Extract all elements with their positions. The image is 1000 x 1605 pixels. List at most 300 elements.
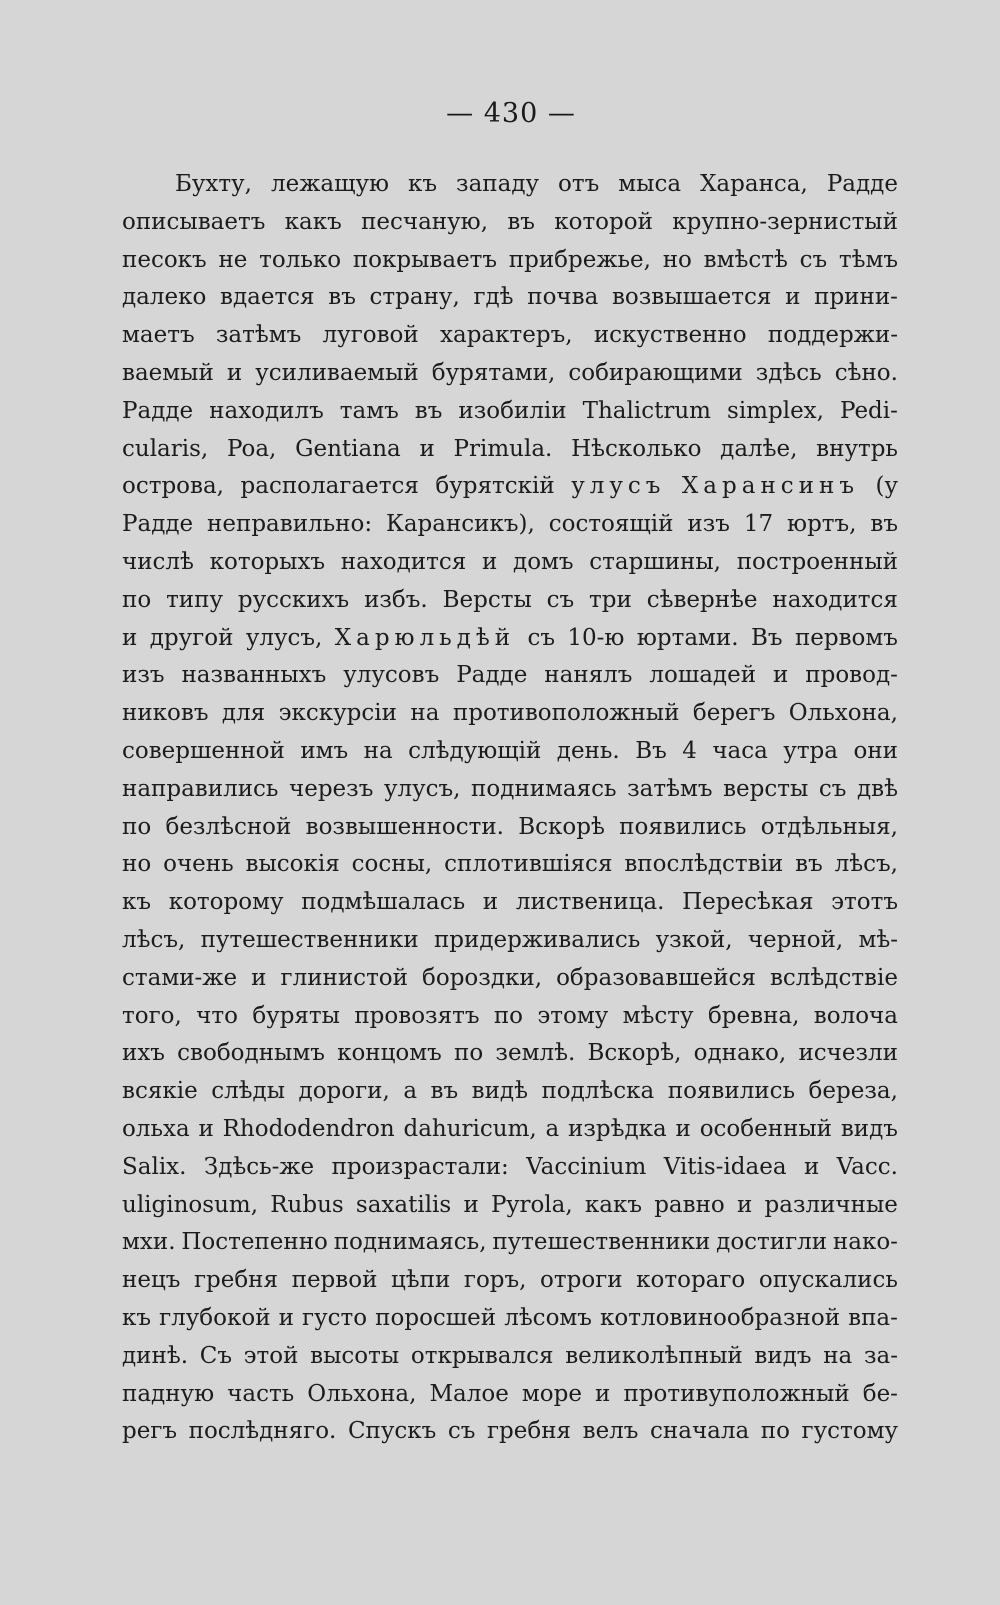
word: собирающими — [568, 359, 743, 386]
text-line — [122, 771, 898, 809]
word: Primula. — [453, 435, 553, 462]
word: Vacc. — [836, 1153, 898, 1180]
word: волоча — [813, 1002, 898, 1029]
word: береза, — [808, 1078, 898, 1105]
word: Poa, — [226, 435, 277, 462]
word: названныхъ — [181, 662, 327, 689]
word: внутрь — [816, 435, 898, 462]
word: и — [419, 435, 435, 462]
word: и — [785, 284, 801, 311]
word: нако- — [832, 1229, 898, 1256]
word: которой — [554, 208, 653, 235]
word: Пересѣкая — [682, 889, 814, 916]
word: этому — [537, 1002, 609, 1029]
word: первомъ — [794, 624, 898, 651]
word: типу — [166, 586, 223, 613]
word: находилъ — [209, 397, 324, 424]
word: Радде — [826, 171, 898, 197]
word: концомъ — [337, 1040, 442, 1067]
word: часть — [227, 1380, 295, 1407]
word: улусъ, — [383, 775, 461, 802]
word: и — [278, 1304, 294, 1331]
word: за- — [863, 1342, 898, 1369]
word: Thalictrum — [582, 397, 711, 424]
text-line — [122, 1073, 898, 1111]
word: въ — [795, 851, 823, 878]
word: къ — [122, 889, 152, 916]
word: этой — [243, 1342, 299, 1369]
text-line — [122, 582, 898, 620]
word: великолѣпный — [565, 1342, 743, 1369]
word: экскурсiи — [278, 700, 397, 727]
word: и — [772, 662, 789, 689]
text-line — [122, 733, 898, 771]
word: и — [198, 1115, 214, 1142]
word: затѣмъ — [627, 775, 713, 802]
word: Vaccinium — [526, 1153, 647, 1180]
word: лѣсомъ — [504, 1304, 592, 1331]
word: почва — [527, 284, 599, 311]
word: изрѣдка — [568, 1115, 667, 1142]
word: исчезли — [798, 1040, 898, 1067]
word: искуственно — [593, 322, 747, 349]
word: лошадей — [649, 662, 757, 689]
text-line — [122, 998, 898, 1036]
word: бревна, — [707, 1002, 800, 1029]
word: прибрежье, — [508, 246, 651, 273]
word: Ольхона, — [307, 1380, 417, 1407]
word: Rhododendron — [222, 1115, 395, 1142]
text-line — [122, 393, 898, 431]
word: землѣ. — [495, 1040, 576, 1067]
word: въ — [328, 284, 356, 311]
word: путешественники — [492, 1229, 711, 1256]
body-text — [122, 166, 898, 1451]
word: лѣсъ, — [834, 851, 898, 878]
word: улусъ, — [245, 624, 323, 651]
word: Радде — [122, 511, 194, 538]
text-line — [122, 884, 898, 922]
word: затѣмъ — [215, 322, 302, 349]
word: крупно-зернистый — [672, 208, 898, 235]
word: Pyrola, — [490, 1191, 573, 1218]
word: регъ — [122, 1418, 178, 1445]
word: что — [196, 1002, 238, 1029]
word: не — [218, 246, 248, 273]
word: того, — [122, 1002, 182, 1029]
word: противуположный — [623, 1380, 850, 1407]
text-line — [122, 166, 898, 204]
word: послѣдняго. — [188, 1418, 337, 1445]
text-line — [122, 960, 898, 998]
word: на — [410, 700, 440, 727]
word: съ — [447, 1418, 476, 1445]
word: высокiя — [245, 851, 340, 878]
word: вслѣдствiе — [769, 964, 898, 991]
word: для — [221, 700, 266, 727]
word: saxatilis — [355, 1191, 452, 1218]
word: версты — [723, 775, 809, 802]
word: избъ. — [364, 586, 428, 613]
word: сплотившiяся — [444, 851, 613, 878]
word: сначала — [650, 1418, 750, 1445]
word: русскихъ — [237, 586, 350, 613]
word: Въ — [635, 737, 667, 764]
word: Харюльдѣй — [334, 624, 516, 651]
word: Радде — [456, 662, 528, 689]
word: лиственица. — [515, 889, 665, 916]
text-line — [122, 279, 898, 317]
word: придерживались — [433, 926, 641, 953]
word: Vitis-idaea — [663, 1153, 787, 1180]
text-line — [122, 1300, 898, 1338]
word: сосны, — [351, 851, 433, 878]
word: Харанса, — [700, 171, 808, 197]
word: часа — [712, 737, 768, 764]
word: и — [481, 548, 498, 575]
word: образовавшейся — [556, 964, 756, 991]
word: какъ — [584, 1191, 642, 1218]
word: впа- — [848, 1304, 898, 1331]
word: видъ — [840, 1115, 898, 1142]
word: съ — [527, 624, 555, 651]
word: 4 — [682, 737, 697, 764]
word: имъ — [300, 737, 349, 764]
word: опускались — [758, 1267, 898, 1294]
word: очень — [163, 851, 234, 878]
word: дороги, — [298, 1078, 390, 1105]
word: слѣды — [211, 1078, 286, 1105]
word: совершенной — [122, 737, 285, 764]
word: черезъ — [289, 775, 374, 802]
text-line — [122, 431, 898, 469]
word: далѣе, — [720, 435, 798, 462]
word: тѣмъ — [838, 246, 898, 273]
word: которому — [168, 889, 284, 916]
word: а — [545, 1115, 560, 1142]
text-line — [122, 242, 898, 280]
text-line — [122, 846, 898, 884]
word: море — [521, 1380, 582, 1407]
word: къ — [408, 171, 438, 197]
word: располагается — [240, 473, 419, 500]
text-line — [122, 695, 898, 733]
word: далеко — [122, 284, 207, 311]
word: и — [226, 359, 243, 386]
word: Вскорѣ, — [587, 1040, 682, 1067]
text-line — [122, 1262, 898, 1300]
word: (у — [875, 473, 898, 500]
word: мыса — [618, 171, 682, 197]
word: старшины, — [589, 548, 721, 575]
word: изъ — [122, 662, 165, 689]
word: глинистой — [280, 964, 408, 991]
word: появились — [667, 1078, 796, 1105]
word: буряты — [252, 1002, 340, 1029]
word: Версты — [442, 586, 532, 613]
text-line — [122, 317, 898, 355]
word: бе- — [862, 1380, 898, 1407]
word: узкой, — [655, 926, 733, 953]
word: глубокой — [159, 1304, 271, 1331]
word: cularis, — [122, 435, 209, 462]
word: страну, — [369, 284, 460, 311]
word: ихъ — [122, 1040, 165, 1067]
text-line — [122, 355, 898, 393]
word: впослѣдствiи — [624, 851, 784, 878]
text-line — [122, 1035, 898, 1073]
word: гребня — [193, 1267, 279, 1294]
word: улусъ — [571, 473, 666, 500]
word: тамъ — [339, 397, 399, 424]
word: отъ — [558, 171, 600, 197]
word: Rubus — [270, 1191, 344, 1218]
word: всякiе — [122, 1078, 198, 1105]
text-line — [122, 468, 898, 506]
word: съ — [818, 775, 847, 802]
word: слѣдующiй — [408, 737, 542, 764]
word: они — [853, 737, 898, 764]
word: Съ — [199, 1342, 232, 1369]
word: и — [675, 1115, 691, 1142]
word: направились — [122, 775, 279, 802]
word: сѣвернѣе — [646, 586, 758, 613]
text-line — [122, 1111, 898, 1149]
text-line — [122, 1338, 898, 1376]
word: отроги — [540, 1267, 623, 1294]
word: особенный — [699, 1115, 833, 1142]
word: гребня — [486, 1418, 572, 1445]
word: видѣ — [471, 1078, 528, 1105]
word: день. — [556, 737, 620, 764]
text-line — [122, 1376, 898, 1414]
word: изъ — [687, 511, 730, 538]
word: лѣсъ, — [122, 926, 186, 953]
page-number: — 430 — — [446, 98, 576, 129]
text-line — [122, 544, 898, 582]
word: вдается — [220, 284, 315, 311]
word: поросшей — [375, 1304, 497, 1331]
word: мѣсту — [622, 1002, 694, 1029]
word: Малое — [429, 1380, 509, 1407]
word: сѣно. — [834, 359, 898, 386]
word: и — [251, 964, 267, 991]
word: прини- — [814, 284, 898, 311]
word: 10-ю — [567, 624, 625, 651]
text-line — [122, 657, 898, 695]
word: провод- — [805, 662, 898, 689]
word: въ — [507, 208, 535, 235]
word: къ — [122, 1304, 152, 1331]
word: лежащую — [270, 171, 390, 197]
word: стами-же — [122, 964, 238, 991]
word: неправильно: — [207, 511, 373, 538]
word: и — [595, 1380, 611, 1407]
word: которыхъ — [209, 548, 326, 575]
word: мхи. — [122, 1229, 176, 1256]
word: три — [589, 586, 632, 613]
word: другой — [149, 624, 234, 651]
word: берегъ — [692, 700, 776, 727]
word: по — [454, 1040, 484, 1067]
word: подмѣшалась — [301, 889, 466, 916]
word: котораго — [636, 1267, 746, 1294]
word: острова, — [122, 473, 224, 500]
word: 17 — [743, 511, 774, 538]
word: нанялъ — [544, 662, 633, 689]
word: отдѣльныя, — [760, 813, 898, 840]
word: а — [403, 1078, 418, 1105]
word: домъ — [513, 548, 574, 575]
word: Вскорѣ — [518, 813, 605, 840]
word: юртъ, — [787, 511, 857, 538]
word: по — [122, 813, 152, 840]
word: по — [760, 1418, 790, 1445]
word: юртами. — [636, 624, 739, 651]
word: Радде — [122, 397, 194, 424]
word: луговой — [322, 322, 419, 349]
word: достигли — [716, 1229, 828, 1256]
word: состоящiй — [548, 511, 674, 538]
word: свободнымъ — [177, 1040, 325, 1067]
word: Постепенно — [181, 1229, 328, 1256]
word: на — [823, 1342, 853, 1369]
word: густому — [801, 1418, 898, 1445]
word: безлѣсной — [165, 813, 292, 840]
word: Харансинъ — [681, 473, 859, 500]
word: двѣ — [856, 775, 898, 802]
word: гдѣ — [473, 284, 514, 311]
word: велъ — [582, 1418, 639, 1445]
word: покрываетъ — [352, 246, 498, 273]
word: провозятъ — [354, 1002, 480, 1029]
text-line — [122, 1149, 898, 1187]
word: никовъ — [122, 700, 209, 727]
word: uliginosum, — [122, 1191, 259, 1218]
word: Нѣсколько — [571, 435, 702, 462]
word: съ — [546, 586, 575, 613]
word: и — [122, 624, 138, 651]
word: Бухту, — [175, 171, 252, 197]
word: Въ — [750, 624, 783, 651]
word: но — [662, 246, 692, 273]
word: бороздки, — [422, 964, 543, 991]
word: Salix. — [122, 1153, 187, 1180]
word: здѣсь — [755, 359, 822, 386]
word: котловинообразной — [600, 1304, 841, 1331]
text-line — [122, 1224, 898, 1262]
word: видъ — [754, 1342, 812, 1369]
word: какъ — [284, 208, 342, 235]
word: возвышается — [611, 284, 772, 311]
text-line — [122, 1413, 898, 1451]
word: ваемый — [122, 359, 214, 386]
word: Карансикъ), — [386, 511, 535, 538]
word: поддержи- — [767, 322, 898, 349]
word: поднимаясь, — [333, 1229, 487, 1256]
text-line — [122, 620, 898, 658]
word: и — [482, 889, 499, 916]
word: первой — [291, 1267, 378, 1294]
word: Pedi- — [840, 397, 898, 424]
word: и — [803, 1153, 820, 1180]
word: горъ, — [463, 1267, 527, 1294]
word: построенный — [736, 548, 898, 575]
word: черной, — [747, 926, 844, 953]
text-line — [122, 922, 898, 960]
text-line — [122, 1187, 898, 1225]
text-line — [122, 506, 898, 544]
word: этотъ — [831, 889, 898, 916]
word: песокъ — [122, 246, 207, 273]
word: падную — [122, 1380, 215, 1407]
word: и — [463, 1191, 479, 1218]
word: густо — [302, 1304, 368, 1331]
word: высоты — [310, 1342, 400, 1369]
word: Здѣсь-же — [203, 1153, 315, 1180]
word: описываетъ — [122, 208, 266, 235]
word: бурятами, — [431, 359, 556, 386]
text-line — [122, 204, 898, 242]
word: подлѣска — [541, 1078, 655, 1105]
word: ольха — [122, 1115, 190, 1142]
word: улусовъ — [343, 662, 440, 689]
word: въ — [414, 397, 443, 424]
word: по — [122, 586, 152, 613]
word: противоположный — [452, 700, 680, 727]
word: утра — [783, 737, 838, 764]
word: характеръ, — [440, 322, 573, 349]
word: по — [493, 1002, 524, 1029]
word: изобилiи — [458, 397, 567, 424]
word: возвышенности. — [305, 813, 504, 840]
word: равно — [654, 1191, 725, 1218]
text-line — [122, 809, 898, 847]
word: появились — [619, 813, 747, 840]
word: открывался — [410, 1342, 554, 1369]
word: мѣ- — [858, 926, 898, 953]
word: цѣпи — [390, 1267, 451, 1294]
word: съ — [799, 246, 828, 273]
word: Gentiana — [295, 435, 401, 462]
word: динѣ. — [122, 1342, 189, 1369]
word: Ольхона, — [788, 700, 898, 727]
word: въ — [430, 1078, 459, 1105]
word: различные — [764, 1191, 898, 1218]
word: но — [122, 851, 152, 878]
word: только — [259, 246, 342, 273]
word: однако, — [693, 1040, 787, 1067]
word: западу — [456, 171, 540, 197]
word: маетъ — [122, 322, 195, 349]
word: dahuricum, — [403, 1115, 537, 1142]
word: въ — [870, 511, 898, 538]
word: произрастали: — [331, 1153, 509, 1180]
word: числѣ — [122, 548, 194, 575]
word: поднимаясь — [471, 775, 617, 802]
word: находится — [340, 548, 467, 575]
word: находится — [772, 586, 898, 613]
word: и — [736, 1191, 753, 1218]
word: simplex, — [727, 397, 824, 424]
word: вмѣстѣ — [703, 246, 788, 273]
word: путешественники — [200, 926, 419, 953]
word: Спускъ — [347, 1418, 437, 1445]
word: песчаную, — [361, 208, 489, 235]
word: усиливаемый — [255, 359, 419, 386]
word: бурятскiй — [435, 473, 555, 500]
word: на — [363, 737, 393, 764]
